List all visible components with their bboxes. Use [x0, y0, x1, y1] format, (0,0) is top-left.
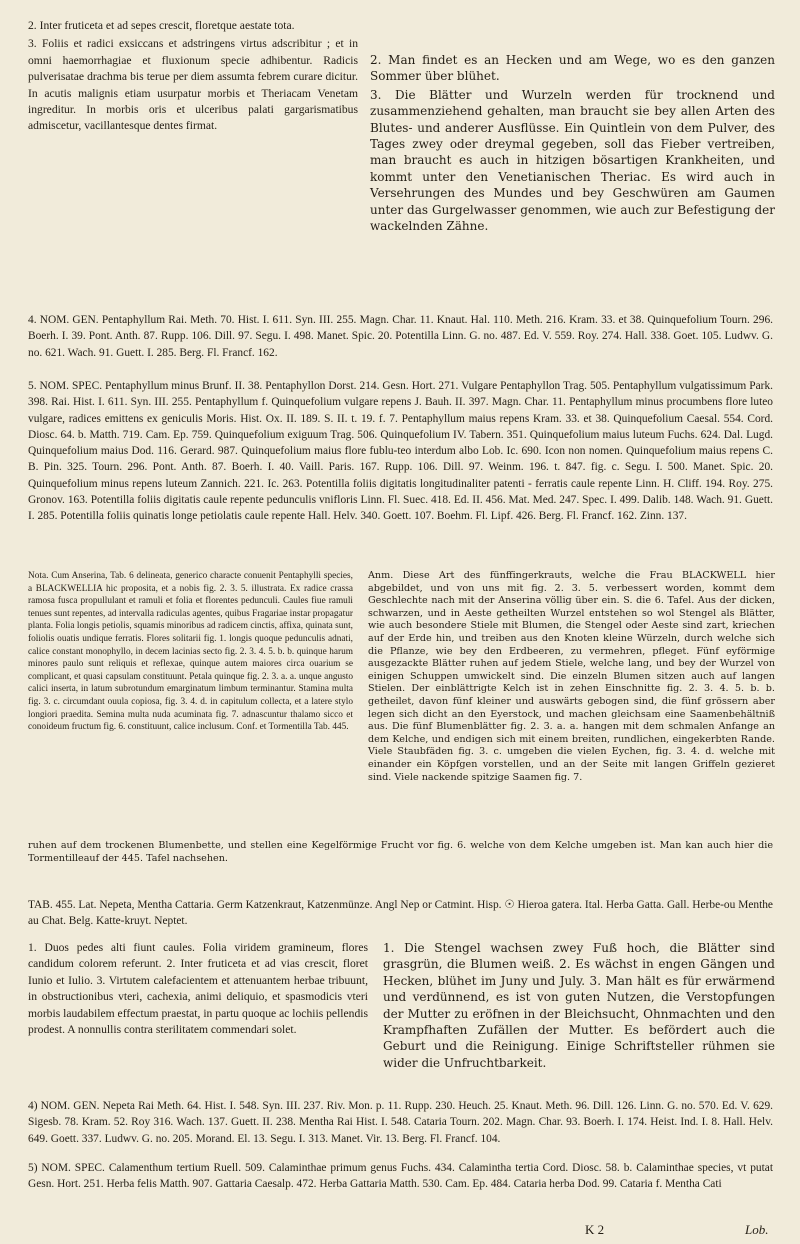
top-right-column	[370, 52, 775, 236]
tab-455-nom-spec: 5) NOM. SPEC. Calamenthum tertium Ruell. 509. Calaminthae primum genus Fuchs. 434. Calamintha tertia Cord. Diosc. 58. b. Calaminthae species, vt putat Gesn. Hort. 251. Herba felis Matth. 907. Gattaria Caesalp. 472. Herba Gattaria Matth. 530. Cam. Ep. 484. Cataria herba Dod. 99. Cataria f. Mentha Cati	[28, 1162, 773, 1191]
top-left-column	[28, 18, 358, 137]
tab-455-nom-gen: 4) NOM. GEN. Nepeta Rai Meth. 64. Hist. I. 548. Syn. III. 237. Riv. Mon. p. 11. Rupp. 230. Heuch. 25. Knaut. Meth. 96. Dill. 126. Linn. G. no. 570. Ed. V. 629. Sigesb. 78. Kram. 52. Roy 316. Wach. 137. Guett. II. 238. Mentha Rai Hist. I. 548. Cataria Tourn. 202. Magn. Char. 93. Boerh. I. 174. Heist. Ind. I. 8. Hall. Helv. 649. Goett. 337. Ludwv. G. no. 205. Morand. El. 13. Segu. I. 313. Manet. Vir. 13. Berg. Fl. Francf. 104.	[28, 1100, 773, 1145]
catchword: Lob.	[745, 1222, 769, 1237]
latin-paragraph-2: 2. Inter fruticeta et ad sepes crescit, floretque aestate tota.	[28, 19, 295, 32]
section-4-nom-gen: 4. NOM. GEN. Pentaphyllum Rai. Meth. 70. Hist. I. 611. Syn. III. 255. Magn. Char. 11. Knaut. Hal. 110. Meth. 216. Kram. 33. et 38. Quinquefolium Tourn. 296. Boerh. I. 39. Pont. Anth. 87. Rupp. 106. Dill. 97. Segu. I. 498. Manet. Spic. 20. Potentilla Linn. G. no. 487. Ed. V. 559. Roy. 274. Hall. 338. Goet. 105. Ludwv. G. no. 621. Wach. 91. Guett. I. 285. Berg. Fl. Francf. 162.	[28, 314, 773, 359]
tab-455-german: 1. Die Stengel wachsen zwey Fuß hoch, die Blätter sind grasgrün, die Blumen weiß. 2. Es wächst in engen Gängen und Hecken, blühet im Juny und July. 3. Man hält es für erwärmend und verdünnend, es ist von guten Nutzen, die Verstopfungen der Mutter zu eröfnen in der Bleichsucht, Ohnmachten und den Krampfhaften Zufällen der Mutter. Es befördert auch die Geburt und die Reinigung. Einige Schriftsteller rühmen sie wider die Unfruchtbarkeit.	[383, 941, 775, 1070]
latin-paragraph-3: 3. Foliis et radici exsiccans et adstringens virtus adscribitur ; et in omni haemorrhagiae et fluxionum specie adhibentur. Radicis pulverisatae drachma bis terue per diem assumta febrem curare dicitur. In acutis malignis etiam usurpatur morbis et Theriacam Venetam ingreditur. In morbis oris et ulceribus palati gargarismatibus admiscetur, vacillantesque dentes firmat.	[28, 37, 358, 133]
tab-455-heading: TAB. 455. Lat. Nepeta, Mentha Cattaria. Germ Katzenkraut, Katzenmünze. Angl Nep or Catmint. Hisp. ☉ Hieroa gatera. Ital. Herba Gatta. Gall. Herbe-ou Menthe au Chat. Belg. Katte-kruyt. Neptet.	[28, 899, 773, 928]
tab-455-latin: 1. Duos pedes alti fiunt caules. Folia viridem gramineum, flores candidum colorem referunt. 2. Inter fruticeta et ad vias crescit, floret Iunio et Iulio. 3. Virtutem calefacientem et attenuantem herbae tribuunt, in obstructionibus vteri, cachexia, animi deliquio, et spasmodicis vteri morbis laudabilem effectum praestat, in partu quoque ac lochiis pellendis prodest. A nonnullis contra sterilitatem commendari solet.	[28, 941, 368, 1037]
nota-german-continuation: ruhen auf dem trockenen Blumenbette, und stellen eine Kegelförmige Frucht vor fig. 6. welche von dem Kelche umgeben ist. Man kan auch hier die Tormentilleauf der 445. Tafel nachsehen.	[28, 840, 773, 864]
nota-german: Anm. Diese Art des fünffingerkrauts, welche die Frau BLACKWELL hier abgebildet, und von uns mit fig. 2. 3. 5. verbessert worden, kommt dem Geschlechte nach mit der Anserina völlig über ein. S. die 6. Tafel. Aus der dicken, schwarzen, und in Aeste getheilten Wurzel entstehen so wol Stengel als Blätter, wie auch besondere Stiele mit Blumen, die Stengel oder Aeste sind zart, kriechen auf der Erde hin, und treiben aus den Knoten kleine Würzeln, durch welche sich die Pflanze, wie bey den Erdbeeren, zu vermehren, pfleget. Fünf eyförmige ausgezackte Blätter ruhen auf jedem Stiele, welche lang, und bey der Wurzel von einigen Schuppen umwickelt sind. Die einzeln Blumen sitzen auch auf langen Stielen. Der einblättrigte Kelch ist in zehen Einschnitte fig. 2. 3. 4. 5. b. b. getheilet, davon fünf kleiner und auswärts gebogen sind, die fünf grössern aber legen sich dicht an den Eyerstock, und machen gleichsam eine Saamenbehältniß aus. Die fünf Blumenblätter fig. 2. 3. a. a. hangen mit dem schmalen Anfange an dem Kelche, und endigen sich mit einem breiten, rundlichen, eingekerbten Rande. Viele Staubfäden fig. 3. c. umgeben die vielen Eychen, fig. 3. 4. d. welche mit einander ein Köpfgen vorstellen, und an der Seite mit langen Griffeln gezieret sind. Viele nackende spitzige Saamen fig. 7.	[368, 570, 775, 783]
german-paragraph-3: 3. Die Blätter und Wurzeln werden für trocknend und zusammenziehend gehalten, man braucht sie bey allen Arten des Blutes- und anderer Ausflüsse. Ein Quintlein von dem Pulver, des Tages zwey oder dreymal gegeben, soll das Fieber vertreiben, man braucht es auch in hitzigen bösartigen Krankheiten, und kommt unter den Venetianischen Theriac. Es wird auch in Versehrungen des Mundes und bey Geschwüren am Gaumen unter das Gurgelwasser genommen, wie auch zur Befestigung der wackelnden Zähne.	[370, 87, 775, 234]
signature-mark: K 2	[585, 1222, 605, 1237]
section-5-nom-spec: 5. NOM. SPEC. Pentaphyllum minus Brunf. II. 38. Pentaphyllon Dorst. 214. Gesn. Hort. 271. Vulgare Pentaphyllon Trag. 505. Pentaphyllum vulgatissimum Park. 398. Rai. Hist. I. 611. Syn. III. 255. Pentaphyllum f. Quinquefolium vulgare repens J. Bauh. II. 397. Magn. Char. 11. Pentaphyllum minus procumbens flore luteo vulgare, radices emittens ex geniculis Moris. Hist. Ox. II. 189. S. II. t. 19. f. 7. Pentaphyllum maius repens Kram. 33. et 38. Quinquefolium Caesal. 554. Cord. Diosc. 64. b. Matth. 719. Cam. Ep. 759. Quinquefolium exiguum Trag. 506. Quinquefolium IV. Tabern. 351. Quinquefolium maius luteum Fuchs. 624. Dal. Lugd. Quinquefolium maius Dod. 116. Gerard. 987. Quinquefolium maius flore fublu-teo interdum albo Lob. Ic. 690. Icon non nomen. Quinquefolium maius repens C. B. Pin. 325. Tourn. 296. Pont. Anth. 87. Boerh. I. 40. Vaill. Paris. 167. Rupp. 106. Dill. 97. Weinm. 196. t. 847. fig. c. Segu. I. 500. Manet. Spic. 20. Quinquefolium minus repens luteum Zannich. 221. Ic. 263. Potentilla foliis digitatis longitudinaliter patenti - ferratis caule repente Linn. H. Cliff. 194. Roy. 275. Gronov. 163. Potentilla foliis digitatis caule repente pedunculis vnifloris Linn. Fl. Suec. 418. Ed. II. 456. Mat. Med. 247. Spec. I. 499. Dalib. 148. Wach. 91. Guett. I. 285. Potentilla foliis quinatis longe petiolatis caule repente Hall. Helv. 340. Goett. 107. Boehm. Fl. Lipf. 426. Berg. Fl. Francf. 162. Zinn. 137.	[28, 380, 773, 523]
nota-latin: Nota. Cum Anserina, Tab. 6 delineata, generico characte conuenit Pentaphylli species, a BLACKWELLIA hic proposita, et a nobis fig. 2. 3. 5. illustrata. Ex radice crassa ramosa fusca propullulant et ramuli et folia et florentes pedunculi. Caules fiue ramuli tenues sunt repentes, ad intervalla radiculas agentes, quibus Fragariae instar propagatur planta. Folia longis petiolis, squamis minoribus ad radicem cinctis, affixa, quinata sunt, foliolis ouatis undique ferratis. Flores solitarii fig. 1. longis quoque pedunculis adnati, calice constant monophyllo, in decem lacinias secto fig. 2. 3. 4. 5. b. b. quinque harum minores paulo sunt reliquis et reflexae, quinque autem maiores circa ouarium se complicant, et quasi capsulam constituunt. Petala quinque fig. 2. 3. a. a. unque angusto calici inserta, in latum subrotundum emarginatum limbum terminantur. Stamina multa fig. 3. c. circumdant ouula copiosa, fig. 3. 4. d. in capitulum collecta, et a latere stylo longiori praedita. Semina multa nuda acuminata fig. 7. adnascuntur thalamo sicco et conoideum fructum fig. 6. constituunt, calice inclusum. Conf. et Tormentilla Tab. 445.	[28, 571, 353, 733]
german-paragraph-2: 2. Man findet es an Hecken und am Wege, wo es den ganzen Sommer über blühet.	[370, 53, 775, 84]
